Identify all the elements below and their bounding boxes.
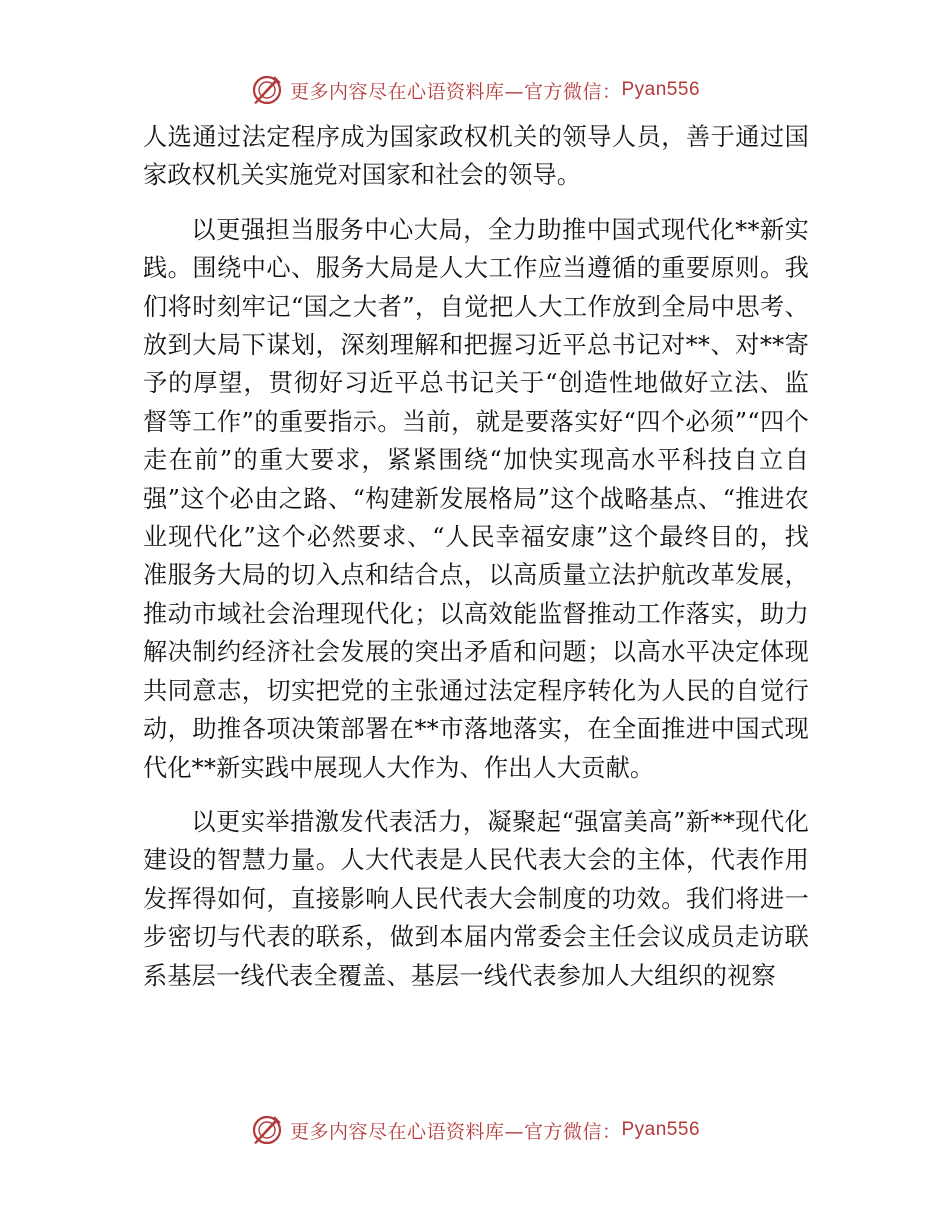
banner-wechat-id: Pyan556 — [621, 1119, 701, 1140]
quill-seal-icon — [250, 73, 284, 107]
header-banner — [0, 70, 950, 110]
banner-text: 更多内容尽在心语资料库—官方微信： — [289, 80, 622, 103]
quill-seal-icon — [250, 1113, 284, 1147]
banner-text: 更多内容尽在心语资料库—官方微信： — [289, 1120, 622, 1143]
paragraph-2: 以更强担当服务中心大局，全力助推中国式现代化**新实践。围绕中心、服务大局是人大工作应当遵循的重要原则。我们将时刻牢记“国之大者”，自觉把人大工作放到全局中思考、放到大局下谋划，深刻理解和把握习近平总书记对**、对**寄予的厚望，贯彻好习近平总书记关于“创造性地做好立法、监督等工作”的重要指示。当前，就是要落实好“四个必须”“四个走在前”的重大要求，紧紧围绕“加快实现高水平科技自立自强”这个必由之路、“构建新发展格局”这个战略基点、“推进农业现代化”这个必然要求、“人民幸福安康”这个最终目的，找准服务大局的切入点和结合点，以高质量立法护航改革发展，推动市域社会治理现代化；以高效能监督推动工作落实，助力解决制约经济社会发展的突出矛盾和问题；以高水平决定体现共同意志，切实把党的主张通过法定程序转化为人民的自觉行动，助推各项决策部署在**市落地落实，在全面推进中国式现代化**新实践中展现人大作为、作出人大贡献。 — [143, 215, 809, 782]
document-body — [143, 118, 809, 995]
paragraph-1: 人选通过法定程序成为国家政权机关的领导人员，善于通过国家政权机关实施党对国家和社会的领导。 — [143, 123, 809, 190]
banner-wechat-id: Pyan556 — [621, 79, 701, 100]
paragraph-3: 以更实举措激发代表活力，凝聚起“强富美高”新**现代化建设的智慧力量。人大代表是人民代表大会的主体，代表作用发挥得如何，直接影响人民代表大会制度的功效。我们将进一步密切与代表的联系，做到本届内常委会主任会议成员走访联系基层一线代表全覆盖、基层一线代表参加人大组织的视察 — [143, 807, 809, 990]
footer-banner — [0, 1110, 950, 1150]
